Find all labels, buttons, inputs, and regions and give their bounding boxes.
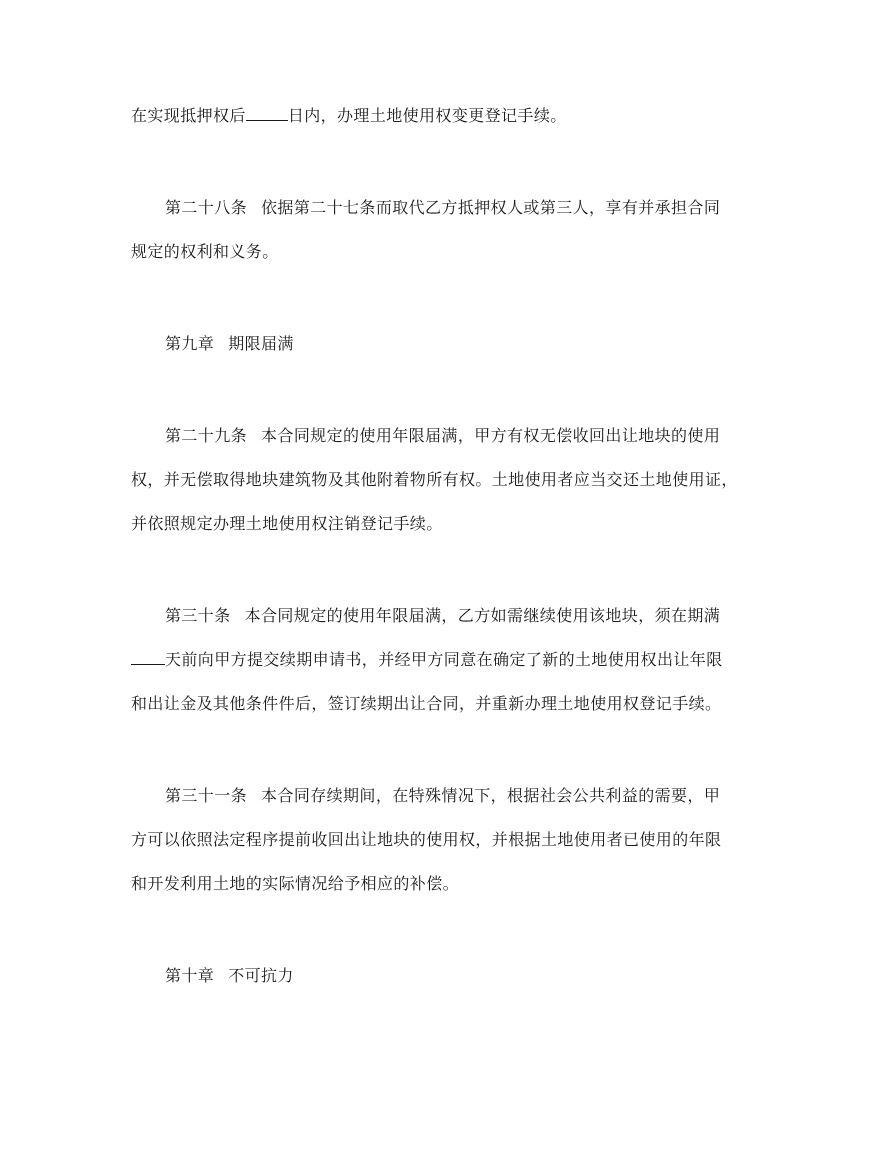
paragraph-line: [131, 106, 771, 126]
article-31-line-1: [165, 786, 805, 806]
article-label: 第二十八条: [165, 198, 248, 217]
chapter-9-heading: [165, 334, 805, 354]
text-run: 依据第二十七条而取代乙方抵押权人或第三人，享有并承担合同: [261, 198, 721, 217]
chapter-10-heading: [165, 966, 805, 986]
fill-in-blank: [246, 106, 288, 121]
article-label: 第三十条: [165, 606, 231, 625]
text-run: 和开发利用土地的实际情况给予相应的补偿。: [131, 874, 460, 893]
text-run: 权，并无偿取得地块建筑物及其他附着物所有权。土地使用者应当交还土地使用证，: [131, 470, 738, 489]
article-30-line-3: [131, 694, 771, 714]
article-31-line-2: [131, 830, 771, 850]
text-run: 本合同规定的使用年限届满，乙方如需继续使用该地块，须在期满: [244, 606, 721, 625]
text-run: 日内，办理土地使用权变更登记手续。: [287, 106, 567, 125]
text-run: 和出让金及其他条件件后，签订续期出让合同，并重新办理土地使用权登记手续。: [131, 694, 722, 713]
text-run: 天前向甲方提交续期申请书，并经甲方同意在确定了新的土地使用权出让年限: [165, 650, 723, 669]
chapter-title: 不可抗力: [228, 966, 294, 985]
text-run: 本合同存续期间，在特殊情况下，根据社会公共利益的需要，甲: [261, 786, 721, 805]
text-run: 本合同规定的使用年限届满，甲方有权无偿收回出让地块的使用: [261, 426, 721, 445]
article-29-line-3: [131, 514, 771, 534]
fill-in-blank: [131, 650, 165, 665]
chapter-label: 第十章: [165, 966, 215, 985]
text-run: 并依照规定办理土地使用权注销登记手续。: [131, 514, 443, 533]
article-30-line-1: [165, 606, 805, 626]
article-label: 第二十九条: [165, 426, 248, 445]
article-28-line-2: [131, 242, 771, 262]
article-30-line-2: [131, 650, 771, 670]
article-31-line-3: [131, 874, 771, 894]
chapter-title: 期限届满: [228, 334, 294, 353]
chapter-label: 第九章: [165, 334, 215, 353]
article-label: 第三十一条: [165, 786, 248, 805]
text-run: 在实现抵押权后: [131, 106, 246, 125]
text-run: 方可以依照法定程序提前收回出让地块的使用权，并根据土地使用者已使用的年限: [131, 830, 722, 849]
article-28-line-1: [165, 198, 805, 218]
article-29-line-2: [131, 470, 771, 490]
article-29-line-1: [165, 426, 805, 446]
text-run: 规定的权利和义务。: [131, 242, 279, 261]
